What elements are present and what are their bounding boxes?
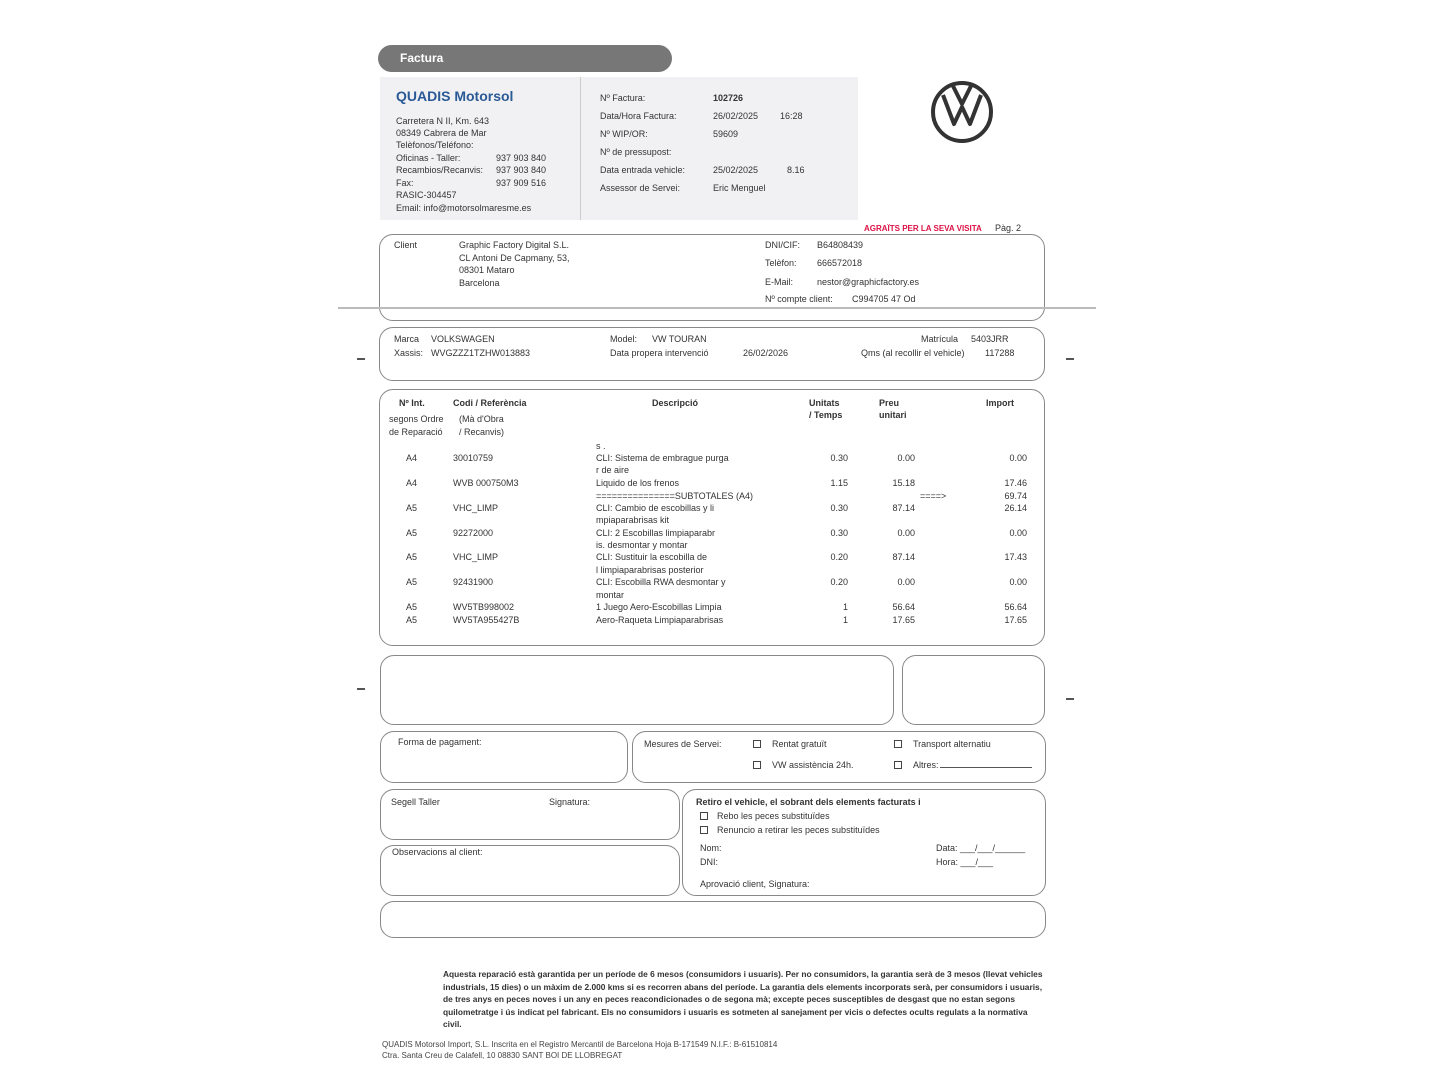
- col-header-amount: Import: [986, 398, 1014, 408]
- other-input-line[interactable]: [940, 767, 1032, 768]
- vehicle-model: VW TOURAN: [652, 334, 707, 344]
- phone-value: 937 909 516: [496, 178, 547, 188]
- subtotal-label: ===============SUBTOTALES (A4): [596, 491, 754, 501]
- pickup-approval-label: Aprovació client, Signatura:: [700, 879, 810, 889]
- service-advisor: Eric Menguel: [713, 183, 766, 193]
- row-code: VHC_LIMP: [453, 552, 499, 562]
- row-price: 56.64: [892, 602, 915, 612]
- client-field-value: C994705 47 Od: [852, 294, 916, 304]
- next-service-label: Data propera intervenció: [610, 348, 709, 358]
- col-subheader: unitari: [879, 410, 907, 420]
- row-price: 0.00: [897, 577, 915, 587]
- row-units: 1.15: [830, 478, 848, 488]
- footer-line: QUADIS Motorsol Import, S.L. Inscrita en el Registro Mercantil de Barcelona Hoja B-171549 N.I.F.: B-61510814: [382, 1040, 778, 1049]
- kms-value: 117288: [985, 348, 1015, 358]
- row-units: 0.30: [830, 453, 848, 463]
- phone-label: Recambios/Recanvis:: [396, 165, 484, 175]
- pickup-checkbox[interactable]: [700, 812, 708, 820]
- company-code: RASIC-304457: [396, 190, 457, 200]
- entry-date: 25/02/2025: [713, 165, 759, 175]
- tab-label: Factura: [400, 51, 444, 65]
- company-address-1: Carretera N II, Km. 643: [396, 116, 490, 126]
- margin-mark: [1066, 358, 1074, 360]
- col-subheader: segons Ordre: [389, 414, 444, 424]
- row-code: VHC_LIMP: [453, 503, 499, 513]
- row-amount: 17.65: [1004, 615, 1027, 625]
- vw-logo-icon: [930, 80, 994, 144]
- service-checkbox[interactable]: [753, 740, 761, 748]
- service-checkbox[interactable]: [753, 761, 761, 769]
- row-int: A5: [406, 615, 418, 625]
- client-field-value: nestor@graphicfactory.es: [817, 277, 920, 287]
- row-code: WVB 000750M3: [453, 478, 519, 488]
- row-price: 0.00: [897, 528, 915, 538]
- service-option: VW assistència 24h.: [772, 760, 854, 770]
- row-desc: CLI: Escobilla RWA desmontar y: [596, 577, 726, 587]
- client-field-label: DNI/CIF:: [765, 240, 800, 250]
- row-int: A5: [406, 528, 418, 538]
- client-label: Client: [394, 240, 418, 250]
- margin-mark: [357, 688, 365, 690]
- total-amount-box: [902, 655, 1045, 725]
- row-int: A5: [406, 577, 418, 587]
- observations-label: Observacions al client:: [392, 847, 483, 857]
- row-units: 1: [842, 602, 848, 612]
- col-header-int: Nº Int.: [399, 398, 425, 408]
- invoice-meta-label: Data entrada vehicle:: [600, 165, 686, 175]
- row-code: WV5TA955427B: [453, 615, 520, 625]
- client-line: CL Antoni De Capmany, 53,: [459, 253, 570, 263]
- row-desc: mpiaparabrisas kit: [596, 515, 670, 525]
- invoice-time: 16:28: [780, 111, 803, 121]
- row-price: 17.65: [892, 615, 915, 625]
- pickup-time-label: Hora: ___/___: [936, 857, 994, 867]
- row-desc: is. desmontar y montar: [596, 540, 688, 550]
- row-amount: 56.64: [1004, 602, 1027, 612]
- company-address-2: 08349 Cabrera de Mar: [396, 128, 487, 138]
- row-desc: l limpiaparabrisas posterior: [596, 565, 704, 575]
- col-subheader: / Recanvis): [459, 427, 505, 437]
- subtotal-arrow: ====>: [920, 491, 947, 501]
- scan-line: [338, 307, 1096, 309]
- service-checkbox[interactable]: [894, 740, 902, 748]
- invoice-meta-label: Data/Hora Factura:: [600, 111, 677, 121]
- col-header-desc: Descripció: [652, 398, 699, 408]
- client-field-value: 666572018: [817, 258, 863, 268]
- invoice-number: 102726: [713, 93, 744, 103]
- invoice-meta-label: Assessor de Servei:: [600, 183, 681, 193]
- row-int: A4: [406, 453, 418, 463]
- row-int: A4: [406, 478, 418, 488]
- row-units: 0.30: [830, 528, 848, 538]
- row-amount: 0.00: [1009, 577, 1027, 587]
- plate-label: Matrícula: [921, 334, 959, 344]
- pickup-option: Renuncio a retirar les peces substituïdes: [717, 825, 880, 835]
- phone-label: Fax:: [396, 178, 414, 188]
- totals-box: [380, 655, 894, 725]
- header-divider: [580, 77, 581, 220]
- pickup-dni-label: DNI:: [700, 857, 718, 867]
- row-int: A5: [406, 552, 418, 562]
- vehicle-brand: VOLKSWAGEN: [431, 334, 495, 344]
- row-code: 92272000: [453, 528, 494, 538]
- margin-mark: [1066, 698, 1074, 700]
- row-price: 15.18: [892, 478, 915, 488]
- client-field-label: Nº compte client:: [765, 294, 833, 304]
- pickup-date-label: Data: ___/___/______: [936, 843, 1026, 853]
- row-int: A5: [406, 503, 418, 513]
- phone-label: Oficinas - Taller:: [396, 153, 461, 163]
- row-price: 0.00: [897, 453, 915, 463]
- row-desc: CLI: Sustituir la escobilla de: [596, 552, 708, 562]
- client-field-value: B64808439: [817, 240, 864, 250]
- client-field-label: Telèfon:: [765, 258, 797, 268]
- vehicle-chassis: WVGZZZ1TZHW013883: [431, 348, 531, 358]
- row-amount: 0.00: [1009, 453, 1027, 463]
- row-units: 0.20: [830, 552, 848, 562]
- client-line: 08301 Mataro: [459, 265, 515, 275]
- pickup-option: Rebo les peces substituïdes: [717, 811, 830, 821]
- page-number: Pàg. 2: [995, 223, 1022, 233]
- row-desc: r de aire: [596, 465, 630, 475]
- row-desc: CLI: Cambio de escobillas y li: [596, 503, 715, 513]
- vehicle-model-label: Model:: [610, 334, 638, 344]
- wip-number: 59609: [713, 129, 739, 139]
- row-amount: 17.43: [1004, 552, 1027, 562]
- pickup-checkbox[interactable]: [700, 826, 708, 834]
- company-email: Email: info@motorsolmaresme.es: [396, 203, 532, 213]
- document-tab: [378, 45, 672, 72]
- service-checkbox[interactable]: [894, 761, 902, 769]
- invoice-date: 26/02/2025: [713, 111, 759, 121]
- row-desc: montar: [596, 590, 625, 600]
- row-desc: 1 Juego Aero-Escobillas Limpia: [596, 602, 722, 612]
- stamp-label: Segell Taller: [391, 797, 440, 807]
- warranty-text: Aquesta reparació està garantida per un període de 6 mesos (consumidors i usuaris). Per no consumidors, la garantia serà de 3 mesos (llevat vehicles industrials, 15 dies) o un màxim de 2.000 kms si es recorren abans del període. La garantia dels elements incorporats serà, per consumidors i usuaris, de tres anys en peces noves i un any en peces reacondicionades o de segona mà; excepte peces susceptibles de desgast que no estan segons quilometratge i ús indicat pel fabricant. Els no consumidors i usuaris es sotmeten al sanejament per vicis o defectes ocults regulats a la normativa civil.: [443, 969, 1043, 1030]
- company-name: QUADIS Motorsol: [396, 88, 514, 104]
- row-price: 87.14: [892, 503, 915, 513]
- client-line: Graphic Factory Digital S.L.: [459, 240, 570, 250]
- company-phones-label: Telèfonos/Teléfono:: [396, 140, 474, 150]
- invoice-meta-label: Nº de pressupost:: [600, 147, 672, 157]
- invoice-meta-label: Nº Factura:: [600, 93, 646, 103]
- invoice-meta-label: Nº WIP/OR:: [600, 129, 648, 139]
- pre-line: s .: [596, 441, 606, 451]
- subtotal-amount: 69.74: [1004, 491, 1027, 501]
- footer-line: Ctra. Santa Creu de Calafell, 10 08830 SANT BOI DE LLOBREGAT: [382, 1051, 623, 1060]
- vehicle-chassis-label: Xassis:: [394, 348, 424, 358]
- service-option: Altres:: [913, 760, 939, 770]
- client-line: Barcelona: [459, 278, 500, 288]
- col-subheader: / Temps: [809, 410, 843, 420]
- row-desc: CLI: 2 Escobillas limpiaparabr: [596, 528, 716, 538]
- bottom-box: [380, 901, 1046, 938]
- col-header-code: Codi / Referència: [453, 398, 527, 408]
- margin-mark: [357, 358, 365, 360]
- plate-number: 5403JRR: [971, 334, 1009, 344]
- row-code: WV5TB998002: [453, 602, 515, 612]
- row-code: 92431900: [453, 577, 494, 587]
- service-option: Rentat gratuït: [772, 739, 827, 749]
- col-header-units: Unitats: [809, 398, 840, 408]
- pickup-name-label: Nom:: [700, 843, 722, 853]
- row-code: 30010759: [453, 453, 494, 463]
- row-units: 0.30: [830, 503, 848, 513]
- service-option: Transport alternatiu: [913, 739, 991, 749]
- signature-label: Signatura:: [549, 797, 591, 807]
- thanks-message: AGRAÏTS PER LA SEVA VISITA: [864, 224, 982, 233]
- row-price: 87.14: [892, 552, 915, 562]
- col-subheader: de Reparació: [389, 427, 443, 437]
- row-int: A5: [406, 602, 418, 612]
- next-service-date: 26/02/2026: [743, 348, 789, 358]
- row-desc: Aero-Raqueta Limpiaparabrisas: [596, 615, 724, 625]
- vehicle-brand-label: Marca: [394, 334, 420, 344]
- col-header-price: Preu: [879, 398, 900, 408]
- row-units: 0.20: [830, 577, 848, 587]
- row-amount: 26.14: [1004, 503, 1027, 513]
- phone-value: 937 903 840: [496, 165, 547, 175]
- row-units: 1: [842, 615, 848, 625]
- kms-label: Qms (al recollir el vehicle): [861, 348, 965, 358]
- col-subheader: (Mà d'Obra: [459, 414, 504, 424]
- pickup-title: Retiro el vehicle, el sobrant dels elements facturats i: [696, 797, 921, 807]
- row-desc: Liquido de los frenos: [596, 478, 680, 488]
- services-label: Mesures de Servei:: [644, 739, 722, 749]
- row-amount: 17.46: [1004, 478, 1027, 488]
- row-desc: CLI: Sistema de embrague purga: [596, 453, 729, 463]
- client-field-label: E-Mail:: [765, 277, 794, 287]
- entry-time: 8.16: [787, 165, 805, 175]
- row-amount: 0.00: [1009, 528, 1027, 538]
- phone-value: 937 903 840: [496, 153, 547, 163]
- payment-label: Forma de pagament:: [398, 737, 482, 747]
